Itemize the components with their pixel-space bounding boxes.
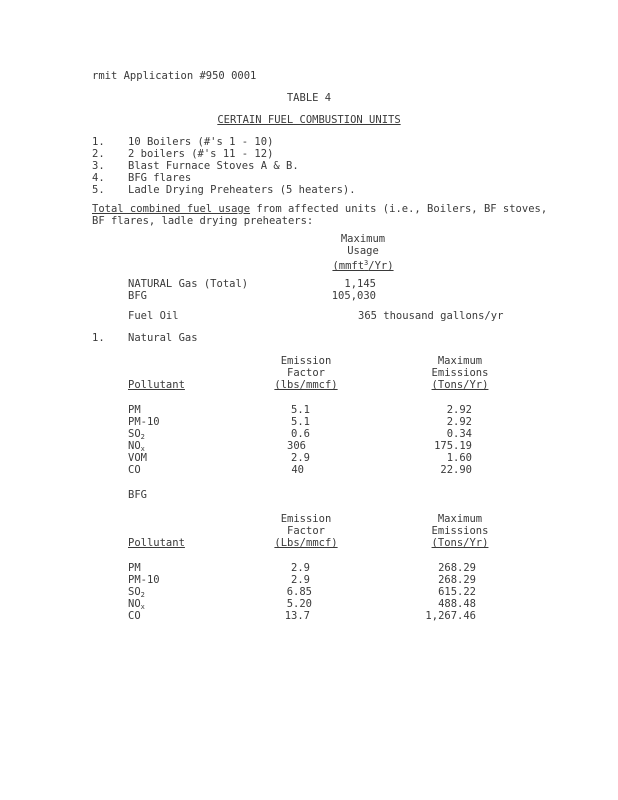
emission-factor: 2.9 — [291, 574, 310, 586]
unit-number: 1. — [92, 136, 105, 148]
emission-factor: 2.9 — [291, 452, 310, 464]
emission-factor: 0.6 — [291, 428, 310, 440]
emission-factor: 5.20 — [286, 598, 312, 610]
unit-number: 4. — [92, 172, 105, 184]
pollutant-name: CO — [128, 610, 141, 622]
emission-factor: 5.1 — [291, 416, 310, 428]
section-title: Natural Gas — [128, 332, 198, 344]
pollutant-name: $NO_x$ — [128, 440, 145, 453]
table-subtitle: CERTAIN FUEL COMBUSTION UNITS — [217, 114, 401, 126]
fuel-oil-label: Fuel Oil — [128, 310, 179, 322]
fuel-oil-value: 365 thousand gallons/yr — [358, 310, 504, 322]
section-number: 1. — [92, 332, 105, 344]
usage-intro-line-2: BF flares, ladle drying preheaters: — [92, 215, 314, 227]
fuel-name: NATURAL Gas (Total) — [128, 278, 249, 290]
column-header: Emissions — [431, 525, 489, 537]
pollutant-name: VOM — [128, 452, 147, 464]
max-emissions: 2.92 — [446, 416, 472, 428]
column-header: Factor — [287, 367, 325, 379]
emission-factor: 5.1 — [291, 404, 310, 416]
table-title: TABLE 4 — [286, 92, 332, 104]
pollutant-name: PM-10 — [128, 416, 160, 428]
column-header: Emission — [280, 355, 332, 367]
usage-intro-line-1: Total combined fuel usage from affected units (i.e., Boilers, BF stoves, — [92, 203, 548, 215]
column-header: Maximum — [437, 513, 483, 525]
max-emissions: 22.90 — [440, 464, 472, 476]
pollutant-name: CO — [128, 464, 141, 476]
max-emissions: 268.29 — [438, 562, 476, 574]
pollutant-name: PM-10 — [128, 574, 160, 586]
column-header: Maximum — [437, 355, 483, 367]
max-emissions: 488.48 — [438, 598, 476, 610]
pollutant-name: PM — [128, 562, 141, 574]
fuel-usage-value: 105,030 — [331, 290, 376, 302]
max-emissions: 2.92 — [446, 404, 472, 416]
max-emissions: 268.29 — [438, 574, 476, 586]
pollutant-name: $SO_2$ — [128, 586, 145, 599]
column-header: (Tons/Yr) — [431, 537, 489, 549]
max-emissions: 0.34 — [446, 428, 472, 440]
unit-number: 3. — [92, 160, 105, 172]
usage-header-line-1: Maximum — [340, 233, 386, 245]
usage-header-line-2: Usage — [347, 245, 379, 257]
max-emissions: 1,267.46 — [425, 610, 476, 622]
max-emissions: 1.60 — [446, 452, 472, 464]
column-header: Factor — [287, 525, 325, 537]
column-header: Emissions — [431, 367, 489, 379]
unit-text: BFG flares — [128, 172, 192, 184]
usage-header-line-3: (mmft$^3$/Yr) — [332, 259, 394, 272]
column-header-pollutant: Pollutant — [128, 537, 185, 549]
column-header: (Lbs/mmcf) — [274, 537, 338, 549]
fuel-usage-value: 1,145 — [344, 278, 376, 290]
unit-text: 10 Boilers (#'s 1 - 10) — [128, 136, 274, 148]
document-header: rmit Application #950 0001 — [92, 70, 257, 82]
column-header: Emission — [280, 513, 332, 525]
pollutant-name: $SO_2$ — [128, 428, 145, 441]
pollutant-name: $NO_x$ — [128, 598, 145, 611]
fuel-name: BFG — [128, 290, 147, 302]
emission-factor: 6.85 — [286, 586, 312, 598]
column-header: (Tons/Yr) — [431, 379, 489, 391]
emission-factor: 13.7 — [284, 610, 310, 622]
unit-text: 2 boilers (#'s 11 - 12) — [128, 148, 274, 160]
unit-text: Ladle Drying Preheaters (5 heaters). — [128, 184, 356, 196]
max-emissions: 615.22 — [438, 586, 476, 598]
unit-number: 5. — [92, 184, 105, 196]
unit-text: Blast Furnace Stoves A & B. — [128, 160, 299, 172]
unit-number: 2. — [92, 148, 105, 160]
max-emissions: 175.19 — [434, 440, 472, 452]
emission-factor: 2.9 — [291, 562, 310, 574]
column-header-pollutant: Pollutant — [128, 379, 185, 391]
bfg-label: BFG — [128, 489, 147, 501]
column-header: (lbs/mmcf) — [274, 379, 338, 391]
emission-factor: 40 — [291, 464, 304, 476]
pollutant-name: PM — [128, 404, 141, 416]
emission-factor: 306 — [287, 440, 306, 452]
